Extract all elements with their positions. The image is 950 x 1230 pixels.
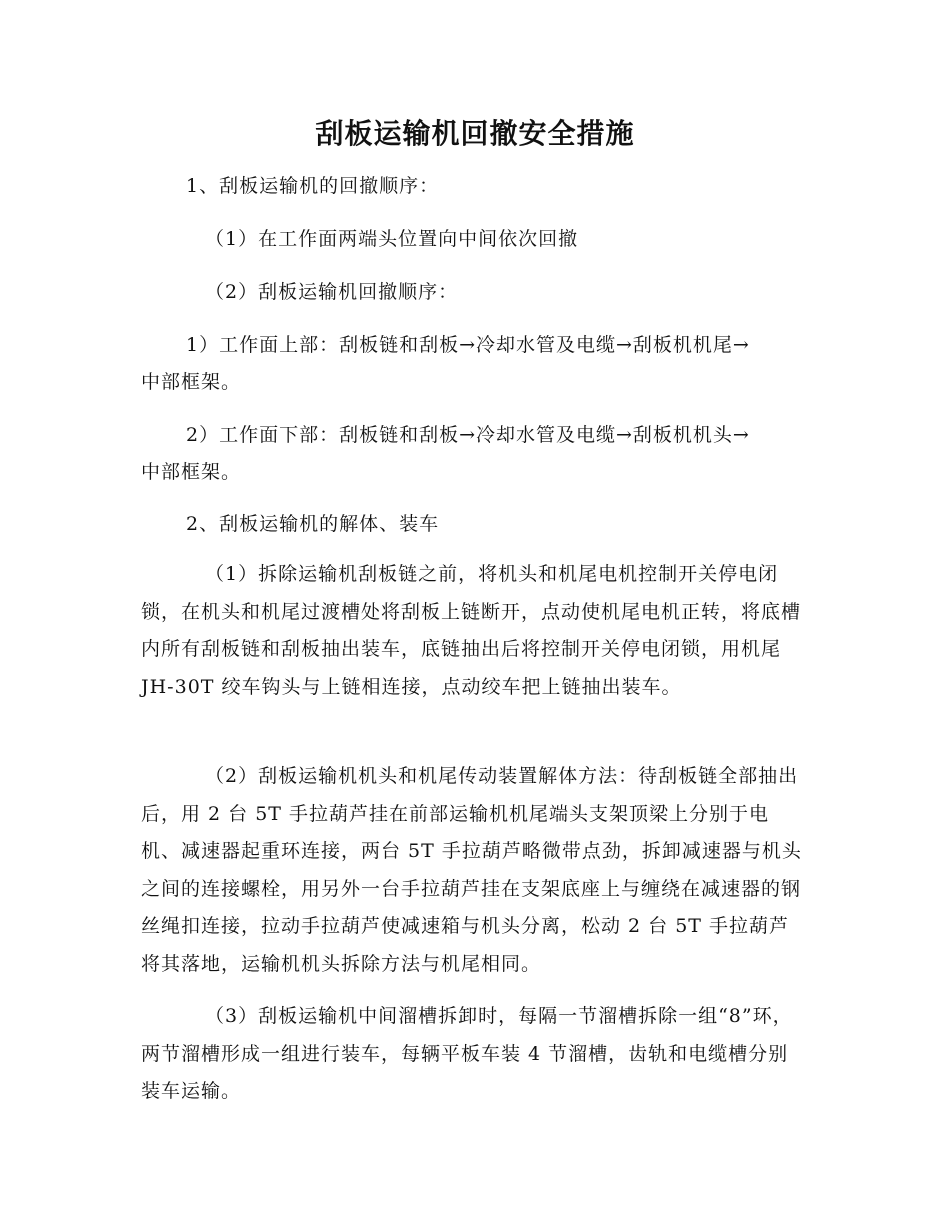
paragraph-chain-removal: （1）拆除运输机刮板链之前，将机头和机尾电机控制开关停电闭锁，在机头和机尾过渡槽处将刮板上链断开，点动使机尾电机正转，将底槽内所有刮板链和刮板抽出装车，底链抽出后将控制开关停电闭锁，用机尾 JH-30T 绞车钩头与上链相连接，点动绞车把上链抽出装车。: [141, 563, 802, 698]
lower-sequence-line-1: 2）工作面下部：刮板链和刮板→冷却水管及电缆→刮板机机头→: [186, 424, 750, 446]
section-2-heading: 2、刮板运输机的解体、装车: [186, 513, 440, 535]
upper-sequence-line-2: 中部框架。: [141, 371, 242, 393]
upper-sequence-line-1: 1）工作面上部：刮板链和刮板→冷却水管及电缆→刮板机机尾→: [186, 334, 750, 356]
section-1-heading: 1、刮板运输机的回撤顺序：: [186, 175, 440, 197]
section-1-item-1: （1）在工作面两端头位置向中间依次回撤: [205, 228, 579, 250]
section-1-item-2: （2）刮板运输机回撤顺序：: [205, 281, 459, 303]
paragraph-drive-disassembly: （2）刮板运输机机头和机尾传动装置解体方法：待刮板链全部抽出后，用 2 台 5T 手拉葫芦挂在前部运输机机尾端头支架顶梁上分别于电机、减速器起重环连接，两台 5T 手拉葫芦略微带点劲，拆卸减速器与机头之间的连接螺栓，用另外一台手拉葫芦挂在支架底座上与缠绕在减速器的钢丝绳扣连接，拉动手拉葫芦使减速箱与机头分离，松动 2 台 5T 手拉葫芦将其落地，运输机机头拆除方法与机尾相同。: [141, 765, 802, 975]
paragraph-pan-removal: （3）刮板运输机中间溜槽拆卸时，每隔一节溜槽拆除一组“8”环，两节溜槽形成一组进行装车，每辆平板车装 4 节溜槽，齿轨和电缆槽分别装车运输。: [141, 1005, 793, 1102]
lower-sequence-line-2: 中部框架。: [141, 461, 242, 483]
document-title: 刮板运输机回撤安全措施: [315, 117, 635, 150]
